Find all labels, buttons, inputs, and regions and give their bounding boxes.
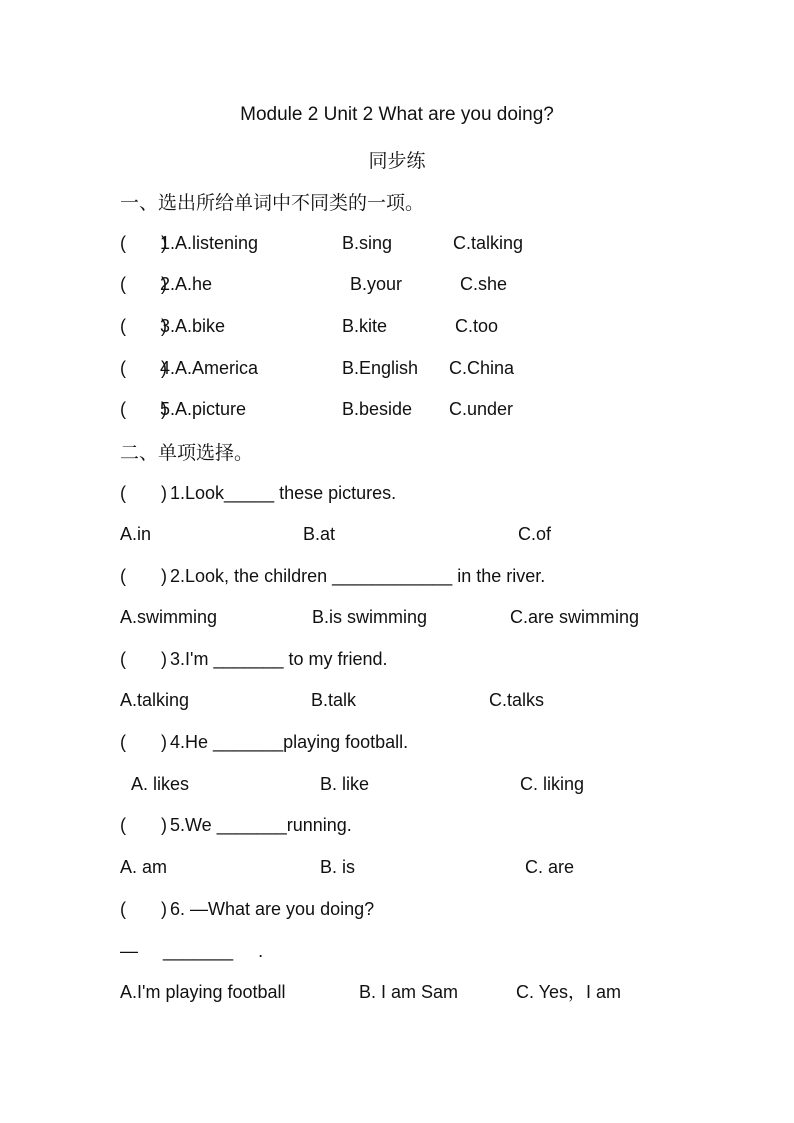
option-a: 2.A.he	[160, 274, 213, 294]
question-stem	[120, 729, 409, 755]
question-text: 6. —What are you doing?	[170, 899, 375, 919]
question-text: 4.He _______playing football.	[170, 732, 409, 752]
option-c: C. Yes，I am	[516, 982, 622, 1002]
option-b: B.your	[350, 274, 403, 294]
answer-blank[interactable]: ( )	[120, 233, 167, 253]
option-c: C.China	[449, 358, 515, 378]
section-1-item	[120, 230, 524, 256]
option-c: C.talking	[453, 233, 524, 253]
option-c: C.she	[460, 274, 508, 294]
option-b: B.at	[303, 524, 336, 544]
option-b: B.is swimming	[312, 607, 428, 627]
option-a: A.swimming	[120, 607, 218, 627]
option-a: A.in	[120, 524, 152, 544]
option-b: B. like	[320, 774, 370, 794]
answer-blank[interactable]: ( )	[120, 566, 167, 586]
question-stem	[120, 646, 388, 672]
option-a: A. am	[120, 857, 168, 877]
question-text: 2.Look, the children ____________ in the river.	[170, 566, 546, 586]
answer-blank[interactable]: ( )	[120, 358, 167, 378]
answer-blank[interactable]: ( )	[120, 815, 167, 835]
question-options	[120, 979, 622, 1005]
option-a: A.I'm playing football	[120, 982, 286, 1002]
page-subtitle: 同步练	[368, 151, 426, 172]
dialogue-answer-line	[120, 938, 264, 964]
option-a: 5.A.picture	[160, 399, 247, 419]
question-options	[120, 854, 575, 880]
section-2-heading: 二、单项选择。	[120, 443, 254, 464]
option-a: A.talking	[120, 690, 190, 710]
answer-blank[interactable]: ( )	[120, 899, 167, 919]
question-text: 1.Look_____ these pictures.	[170, 483, 397, 503]
question-stem	[120, 812, 352, 838]
option-c: C.are swimming	[510, 607, 640, 627]
question-stem	[120, 896, 375, 922]
option-b: B. I am Sam	[359, 982, 459, 1002]
option-b: B.kite	[342, 316, 388, 336]
question-text: 3.I'm _______ to my friend.	[170, 649, 388, 669]
answer-blank[interactable]: ( )	[120, 316, 167, 336]
option-b: B.sing	[342, 233, 393, 253]
option-a: 1.A.listening	[160, 233, 259, 253]
answer-blank[interactable]: ( )	[120, 732, 167, 752]
question-options	[120, 604, 640, 630]
section-1-item	[120, 271, 508, 297]
option-a: 3.A.bike	[160, 316, 226, 336]
option-c: C. are	[525, 857, 575, 877]
section-1-heading: 一、选出所给单词中不同类的一项。	[120, 193, 425, 214]
answer-blank[interactable]: ( )	[120, 274, 167, 294]
section-1-item	[120, 313, 499, 339]
option-c: C.under	[449, 399, 514, 419]
answer-blank[interactable]: ( )	[120, 483, 167, 503]
answer-blank[interactable]: ( )	[120, 649, 167, 669]
option-b: B. is	[320, 857, 356, 877]
option-c: C.of	[518, 524, 552, 544]
question-text: 5.We _______running.	[170, 815, 352, 835]
option-a: A. likes	[131, 774, 190, 794]
option-b: B.English	[342, 358, 419, 378]
section-1-item	[120, 396, 514, 422]
option-c: C. liking	[520, 774, 585, 794]
option-c: C.talks	[489, 690, 545, 710]
page-title: Module 2 Unit 2 What are you doing?	[240, 104, 554, 125]
answer-blank[interactable]: ( )	[120, 399, 167, 419]
option-b: B.beside	[342, 399, 413, 419]
answer-line-text[interactable]: — _______ .	[120, 941, 264, 961]
question-options	[120, 687, 545, 713]
section-1-item	[120, 355, 515, 381]
option-c: C.too	[455, 316, 499, 336]
question-stem	[120, 480, 397, 506]
question-stem	[120, 563, 546, 589]
option-b: B.talk	[311, 690, 357, 710]
option-a: 4.A.America	[160, 358, 259, 378]
question-options	[120, 521, 552, 547]
question-options	[120, 771, 585, 797]
